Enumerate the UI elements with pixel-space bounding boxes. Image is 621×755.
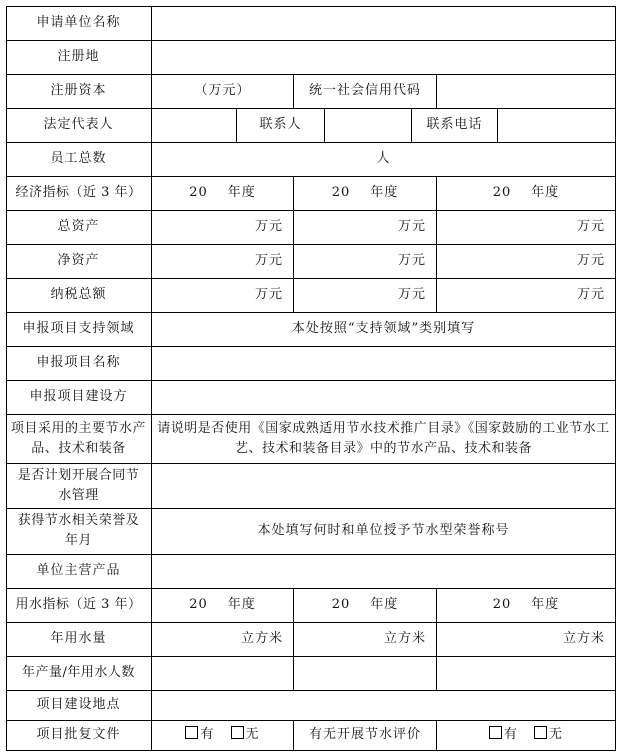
input-contact-phone[interactable] [498,108,615,142]
water-year-1[interactable]: 20 年度 [189,597,256,612]
registered-capital-unit[interactable]: （万元） [194,83,251,98]
econ-year-1[interactable]: 20 年度 [189,185,256,200]
label-output-per-water: 年产量/年用水人数 [22,665,135,680]
approval-docs-options [152,720,293,750]
employees-unit[interactable]: 人 [376,151,391,166]
label-registered-place: 注册地 [57,49,100,64]
water-year-3[interactable]: 20 年度 [492,597,560,612]
input-contact[interactable] [325,108,411,142]
tax-total-1[interactable]: 万元 [254,287,283,302]
label-applicant-name: 申请单位名称 [36,15,121,30]
label-water-eval: 有无开展节水评价 [308,727,421,742]
input-project-name[interactable] [152,346,615,380]
label-approval-docs: 项目批复文件 [36,727,121,742]
water-eval-yes-checkbox[interactable]: 有 [489,726,518,744]
output-per-water-1[interactable] [152,656,293,690]
water-eval-options [437,720,615,750]
label-econ-indicators: 经济指标（近 3 年） [15,185,142,200]
label-honors: 获得节水相关荣誉及年月 [17,513,140,548]
label-main-tech: 项目采用的主要节水产品、技术和装备 [10,420,146,456]
checkbox-square-icon [185,726,198,739]
input-support-field[interactable]: 本处按照“支持领域”类别填写 [291,321,476,336]
econ-year-2[interactable]: 20 年度 [331,185,399,200]
annual-water-1[interactable]: 立方米 [240,631,283,646]
input-main-tech[interactable]: 请说明是否使用《国家成熟适用节水技术推广目录》《国家鼓励的工业节水工艺、技术和装备目录》中的节水产品、技术和装备 [157,420,610,456]
approval-no-checkbox[interactable]: 无 [231,726,260,744]
output-per-water-3[interactable] [437,656,615,690]
checkbox-square-icon [534,726,547,739]
label-annual-water: 年用水量 [50,631,107,646]
label-net-assets: 净资产 [57,253,100,268]
approval-yes-checkbox[interactable]: 有 [185,726,214,744]
label-registered-capital: 注册资本 [50,83,107,98]
label-project-name: 申报项目名称 [36,355,121,370]
water-year-2[interactable]: 20 年度 [331,597,399,612]
label-contact: 联系人 [259,117,302,132]
label-total-assets: 总资产 [57,219,100,234]
input-credit-code[interactable] [437,74,615,108]
total-assets-1[interactable]: 万元 [254,219,283,234]
label-tax-total: 纳税总额 [50,287,107,302]
label-project-builder: 申报项目建设方 [29,389,128,404]
input-project-builder[interactable] [152,380,615,414]
tax-total-3[interactable]: 万元 [576,287,605,302]
annual-water-2[interactable]: 立方米 [383,631,426,646]
label-employees: 员工总数 [50,151,107,166]
input-registered-place[interactable] [152,40,615,74]
total-assets-3[interactable]: 万元 [576,219,605,234]
label-project-location: 项目建设地点 [36,697,121,712]
net-assets-1[interactable]: 万元 [254,253,283,268]
econ-year-3[interactable]: 20 年度 [492,185,560,200]
label-legal-rep: 法定代表人 [43,117,114,132]
checkbox-square-icon [231,726,244,739]
label-contact-phone: 联系电话 [426,117,483,132]
label-water-indicators: 用水指标（近 3 年） [15,597,142,612]
label-credit-code: 统一社会信用代码 [308,83,421,98]
total-assets-2[interactable]: 万元 [397,219,426,234]
net-assets-2[interactable]: 万元 [397,253,426,268]
input-applicant-name[interactable] [152,6,615,40]
net-assets-3[interactable]: 万元 [576,253,605,268]
output-per-water-2[interactable] [294,656,436,690]
annual-water-3[interactable]: 立方米 [562,631,605,646]
input-project-location[interactable] [152,690,615,720]
input-honors[interactable]: 本处填写何时和单位授予节水型荣誉称号 [257,523,510,538]
label-contract-mgmt: 是否计划开展合同节水管理 [17,467,140,503]
label-main-products: 单位主营产品 [36,563,121,578]
input-main-products[interactable] [152,554,615,588]
label-support-field: 申报项目支持领域 [22,321,135,336]
tax-total-2[interactable]: 万元 [397,287,426,302]
checkbox-square-icon [489,726,502,739]
water-eval-no-checkbox[interactable]: 无 [534,726,563,744]
input-legal-rep[interactable] [152,108,236,142]
input-contract-mgmt[interactable] [152,463,615,508]
